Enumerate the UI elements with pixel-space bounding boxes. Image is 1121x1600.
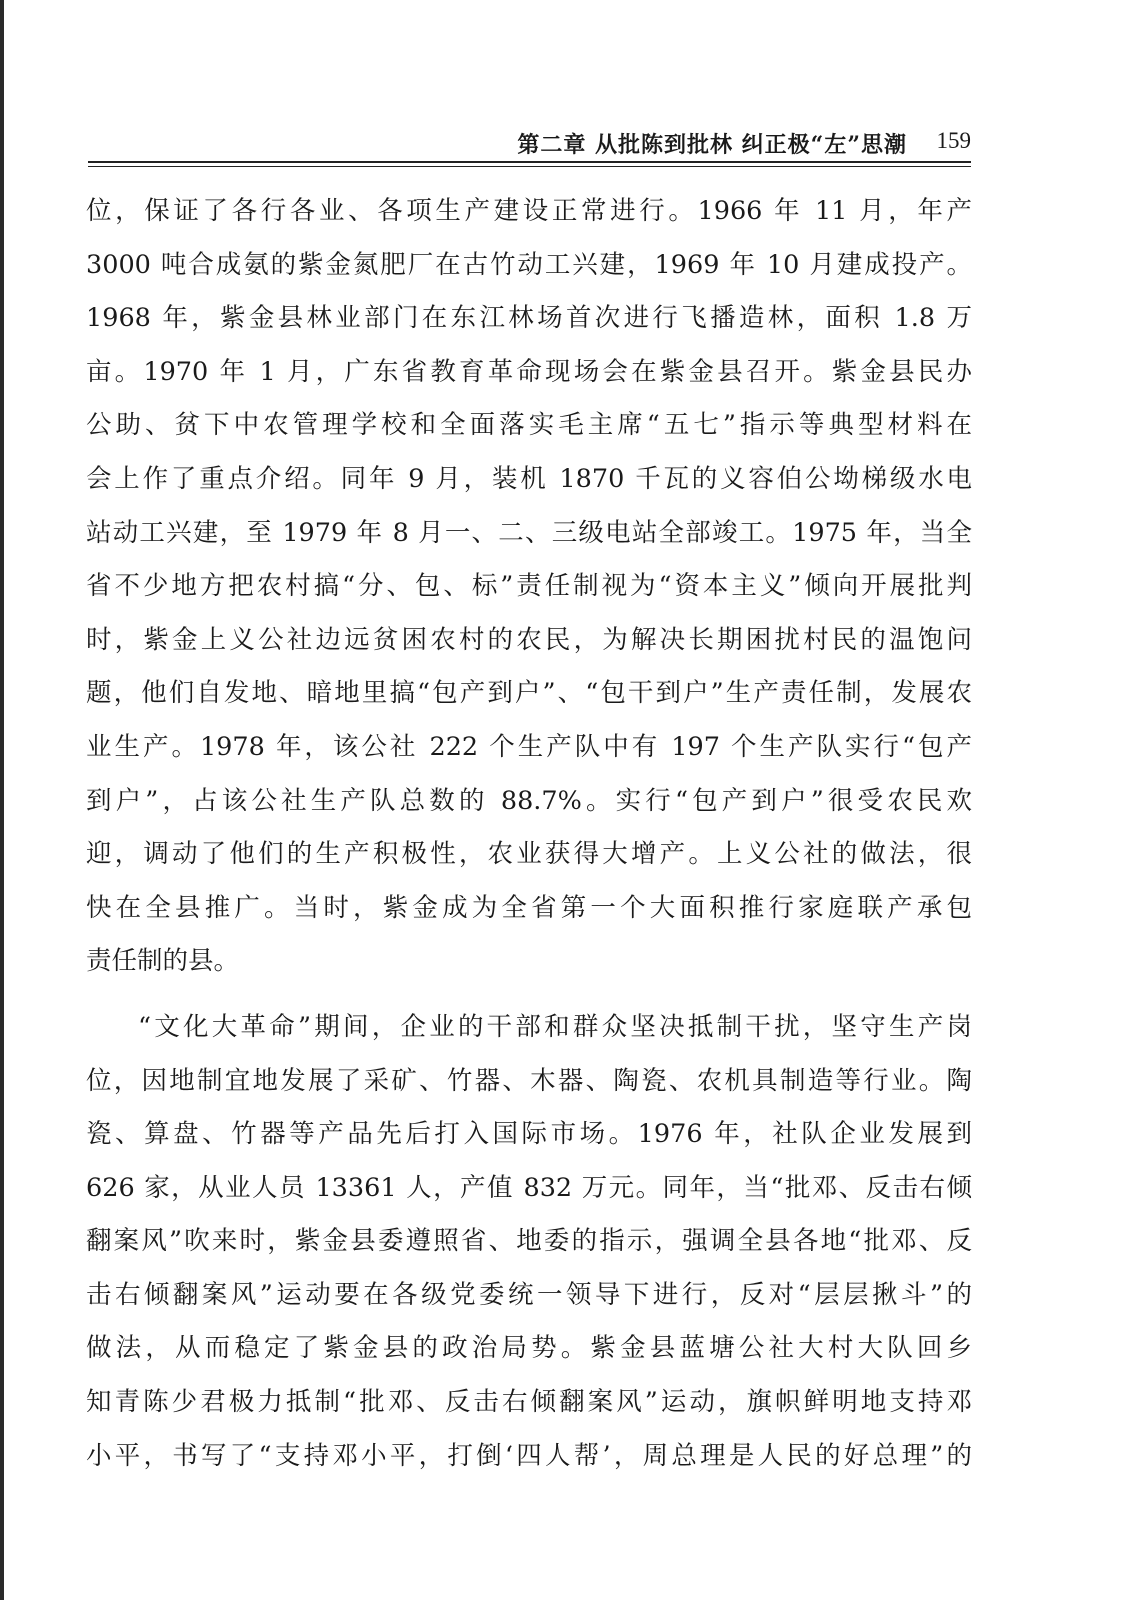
text-line: 3000 吨合成氨的紫金氮肥厂在古竹动工兴建，1969 年 10 月建成投产。 bbox=[86, 249, 972, 280]
text-line: 迎，调动了他们的生产积极性，农业获得大增产。上义公社的做法，很 bbox=[86, 839, 972, 870]
text-line: 位，保证了各行各业、各项生产建设正常进行。1966 年 11 月，年产 bbox=[86, 196, 972, 226]
page-edge bbox=[0, 0, 4, 1600]
text-line: 知青陈少君极力抵制“批邓、反击右倾翻案风”运动，旗帜鲜明地支持邓 bbox=[86, 1387, 972, 1418]
header-rule-thick bbox=[88, 161, 971, 163]
text-line: 业生产。1978 年，该公社 222 个生产队中有 197 个生产队实行“包产 bbox=[86, 731, 972, 762]
text-line: 时，紫金上义公社边远贫困农村的农民，为解决长期困扰村民的温饱问 bbox=[86, 624, 972, 655]
text-line: 站动工兴建，至 1979 年 8 月一、二、三级电站全部竣工。1975 年，当全 bbox=[86, 517, 972, 548]
text-line: 题，他们自发地、暗地里搞“包产到户”、“包干到户”生产责任制，发展农 bbox=[86, 678, 972, 709]
running-head: 第二章 从批陈到批林 纠正极“左”思潮 bbox=[517, 132, 907, 158]
text-line: 到户”，占该公社生产队总数的 88.7%。实行“包产到户”很受农民欢 bbox=[86, 785, 972, 816]
text-line: “文化大革命”期间，企业的干部和群众坚决抵制干扰，坚守生产岗 bbox=[138, 1011, 972, 1042]
text-line: 责任制的县。 bbox=[86, 946, 240, 977]
paragraph-2 bbox=[86, 1001, 972, 1483]
text-line: 会上作了重点介绍。同年 9 月，装机 1870 千瓦的义容伯公坳梯级水电 bbox=[86, 463, 972, 494]
text-line: 省不少地方把农村搞“分、包、标”责任制视为“资本主义”倾向开展批判 bbox=[86, 571, 972, 602]
header-rule-thin bbox=[88, 166, 971, 167]
paragraph-1 bbox=[86, 185, 972, 989]
text-line: 击右倾翻案风”运动要在各级党委统一领导下进行，反对“层层揪斗”的 bbox=[86, 1279, 972, 1310]
text-line: 1968 年，紫金县林业部门在东江林场首次进行飞播造林，面积 1.8 万 bbox=[86, 303, 972, 334]
text-line: 位，因地制宜地发展了采矿、竹器、木器、陶瓷、农机具制造等行业。陶 bbox=[86, 1065, 972, 1096]
text-line: 瓷、算盘、竹器等产品先后打入国际市场。1976 年，社队企业发展到 bbox=[86, 1119, 972, 1150]
paragraph-gap bbox=[86, 989, 972, 1001]
text-line: 公助、贫下中农管理学校和全面落实毛主席“五七”指示等典型材料在 bbox=[86, 410, 972, 441]
text-line: 快在全县推广。当时，紫金成为全省第一个大面积推行家庭联产承包 bbox=[86, 892, 972, 923]
body-text bbox=[86, 185, 972, 1483]
text-line: 翻案风”吹来时，紫金县委遵照省、地委的指示，强调全县各地“批邓、反 bbox=[86, 1226, 972, 1257]
text-line: 亩。1970 年 1 月，广东省教育革命现场会在紫金县召开。紫金县民办 bbox=[86, 356, 972, 387]
text-line: 626 家，从业人员 13361 人，产值 832 万元。同年，当“批邓、反击右倾 bbox=[86, 1172, 972, 1203]
page-header bbox=[88, 128, 971, 162]
page-number: 159 bbox=[936, 128, 971, 153]
text-line: 小平，书写了“支持邓小平，打倒‘四人帮’，周总理是人民的好总理”的 bbox=[86, 1440, 972, 1471]
text-line: 做法，从而稳定了紫金县的政治局势。紫金县蓝塘公社大村大队回乡 bbox=[86, 1333, 972, 1364]
